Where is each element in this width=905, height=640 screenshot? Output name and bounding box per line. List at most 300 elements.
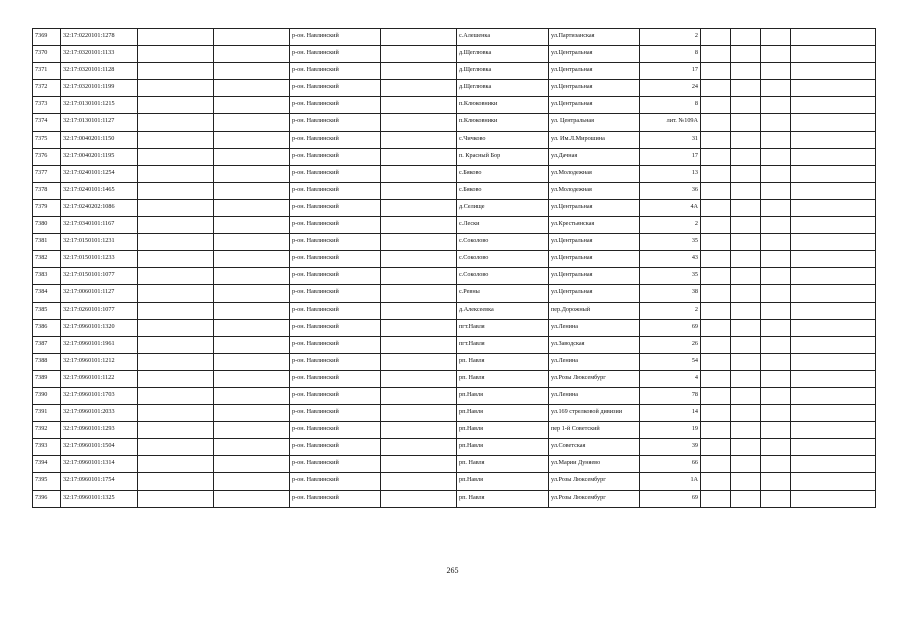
cadastral-number-cell: 32:17:0960101:1320 — [61, 319, 138, 336]
empty-cell — [731, 97, 761, 114]
row-number-cell: 7373 — [33, 97, 61, 114]
empty-cell — [214, 268, 290, 285]
row-number-cell: 7376 — [33, 148, 61, 165]
settlement-cell: д.Алексеевка — [457, 302, 549, 319]
empty-cell — [791, 165, 876, 182]
street-cell: ул.Центральная — [549, 46, 640, 63]
row-number-cell: 7382 — [33, 251, 61, 268]
table-row — [33, 217, 876, 234]
empty-cell — [214, 319, 290, 336]
house-number-cell: 8 — [640, 46, 701, 63]
settlement-cell: с.Соколово — [457, 251, 549, 268]
table-row — [33, 336, 876, 353]
row-number-cell: 7377 — [33, 165, 61, 182]
district-cell: р-он. Навлинский — [290, 490, 381, 507]
settlement-cell: с.Ревны — [457, 285, 549, 302]
table-row — [33, 80, 876, 97]
cadastral-number-cell: 32:17:0130101:1127 — [61, 114, 138, 131]
cadastral-number-cell: 32:17:0240101:1254 — [61, 165, 138, 182]
empty-cell — [701, 199, 731, 216]
empty-cell — [761, 199, 791, 216]
table-row — [33, 439, 876, 456]
empty-cell — [214, 131, 290, 148]
settlement-cell: с.Алешенка — [457, 29, 549, 46]
house-number-cell: 2 — [640, 302, 701, 319]
house-number-cell: 4А — [640, 199, 701, 216]
empty-cell — [381, 473, 457, 490]
empty-cell — [381, 131, 457, 148]
empty-cell — [791, 97, 876, 114]
district-cell: р-он. Навлинский — [290, 285, 381, 302]
table-row — [33, 165, 876, 182]
empty-cell — [214, 456, 290, 473]
empty-cell — [791, 131, 876, 148]
district-cell: р-он. Навлинский — [290, 29, 381, 46]
street-cell: ул.Заводская — [549, 336, 640, 353]
row-number-cell: 7396 — [33, 490, 61, 507]
cadastral-number-cell: 32:17:0320101:1199 — [61, 80, 138, 97]
cadastral-number-cell: 32:17:0960101:1314 — [61, 456, 138, 473]
settlement-cell: рп.Навля — [457, 422, 549, 439]
district-cell: р-он. Навлинский — [290, 353, 381, 370]
empty-cell — [381, 234, 457, 251]
settlement-cell: рп.Навля — [457, 439, 549, 456]
cadastral-number-cell: 32:17:0150101:1077 — [61, 268, 138, 285]
district-cell: р-он. Навлинский — [290, 217, 381, 234]
empty-cell — [214, 165, 290, 182]
empty-cell — [138, 473, 214, 490]
table-row — [33, 353, 876, 370]
empty-cell — [701, 268, 731, 285]
empty-cell — [761, 319, 791, 336]
empty-cell — [731, 251, 761, 268]
cadastral-number-cell: 32:17:0130101:1215 — [61, 97, 138, 114]
empty-cell — [701, 387, 731, 404]
empty-cell — [138, 251, 214, 268]
district-cell: р-он. Навлинский — [290, 131, 381, 148]
empty-cell — [381, 63, 457, 80]
empty-cell — [701, 217, 731, 234]
empty-cell — [214, 217, 290, 234]
row-number-cell: 7370 — [33, 46, 61, 63]
empty-cell — [214, 80, 290, 97]
cadastral-number-cell: 32:17:0040201:1195 — [61, 148, 138, 165]
house-number-cell: 69 — [640, 490, 701, 507]
empty-cell — [791, 353, 876, 370]
house-number-cell: 66 — [640, 456, 701, 473]
street-cell: ул.Партизанская — [549, 29, 640, 46]
empty-cell — [214, 370, 290, 387]
house-number-cell: 39 — [640, 439, 701, 456]
empty-cell — [791, 285, 876, 302]
empty-cell — [791, 114, 876, 131]
empty-cell — [138, 217, 214, 234]
house-number-cell: 2 — [640, 217, 701, 234]
table-row — [33, 46, 876, 63]
empty-cell — [731, 182, 761, 199]
empty-cell — [701, 490, 731, 507]
empty-cell — [138, 182, 214, 199]
empty-cell — [731, 199, 761, 216]
settlement-cell: д.Щеглювка — [457, 63, 549, 80]
empty-cell — [791, 217, 876, 234]
empty-cell — [701, 80, 731, 97]
empty-cell — [138, 370, 214, 387]
house-number-cell: 69 — [640, 319, 701, 336]
settlement-cell: д.Щеглювка — [457, 80, 549, 97]
district-cell: р-он. Навлинский — [290, 405, 381, 422]
empty-cell — [381, 29, 457, 46]
street-cell: пер 1-й Советский — [549, 422, 640, 439]
empty-cell — [701, 114, 731, 131]
district-cell: р-он. Навлинский — [290, 165, 381, 182]
empty-cell — [791, 370, 876, 387]
table-row — [33, 387, 876, 404]
empty-cell — [731, 114, 761, 131]
empty-cell — [731, 422, 761, 439]
empty-cell — [701, 302, 731, 319]
empty-cell — [214, 336, 290, 353]
empty-cell — [701, 336, 731, 353]
empty-cell — [731, 131, 761, 148]
empty-cell — [138, 63, 214, 80]
house-number-cell: 35 — [640, 268, 701, 285]
empty-cell — [381, 353, 457, 370]
empty-cell — [761, 114, 791, 131]
row-number-cell: 7375 — [33, 131, 61, 148]
empty-cell — [761, 302, 791, 319]
empty-cell — [761, 439, 791, 456]
empty-cell — [701, 473, 731, 490]
empty-cell — [731, 336, 761, 353]
district-cell: р-он. Навлинский — [290, 302, 381, 319]
street-cell: ул.Марии Дуняево — [549, 456, 640, 473]
empty-cell — [761, 97, 791, 114]
empty-cell — [138, 199, 214, 216]
empty-cell — [214, 63, 290, 80]
empty-cell — [381, 251, 457, 268]
street-cell: ул.Молодежная — [549, 182, 640, 199]
house-number-cell: 54 — [640, 353, 701, 370]
empty-cell — [138, 165, 214, 182]
table-row — [33, 456, 876, 473]
district-cell: р-он. Навлинский — [290, 114, 381, 131]
street-cell: ул.Ленина — [549, 319, 640, 336]
cadastral-number-cell: 32:17:0150101:1233 — [61, 251, 138, 268]
empty-cell — [381, 114, 457, 131]
empty-cell — [214, 302, 290, 319]
street-cell: пер.Дорожный — [549, 302, 640, 319]
registry-table — [32, 28, 876, 508]
empty-cell — [214, 387, 290, 404]
empty-cell — [214, 353, 290, 370]
district-cell: р-он. Навлинский — [290, 199, 381, 216]
district-cell: р-он. Навлинский — [290, 319, 381, 336]
row-number-cell: 7374 — [33, 114, 61, 131]
empty-cell — [761, 217, 791, 234]
table-row — [33, 490, 876, 507]
empty-cell — [214, 182, 290, 199]
cadastral-number-cell: 32:17:0320101:1133 — [61, 46, 138, 63]
house-number-cell: 26 — [640, 336, 701, 353]
house-number-cell: 78 — [640, 387, 701, 404]
district-cell: р-он. Навлинский — [290, 439, 381, 456]
empty-cell — [138, 439, 214, 456]
table-row — [33, 29, 876, 46]
empty-cell — [761, 46, 791, 63]
empty-cell — [791, 439, 876, 456]
table-row — [33, 148, 876, 165]
empty-cell — [138, 29, 214, 46]
row-number-cell: 7395 — [33, 473, 61, 490]
street-cell: ул.Центральная — [549, 285, 640, 302]
empty-cell — [214, 473, 290, 490]
empty-cell — [381, 199, 457, 216]
house-number-cell: 17 — [640, 148, 701, 165]
empty-cell — [791, 473, 876, 490]
empty-cell — [381, 319, 457, 336]
empty-cell — [381, 165, 457, 182]
house-number-cell: 4 — [640, 370, 701, 387]
empty-cell — [381, 80, 457, 97]
empty-cell — [138, 490, 214, 507]
row-number-cell: 7393 — [33, 439, 61, 456]
street-cell: ул. Центральная — [549, 114, 640, 131]
empty-cell — [214, 422, 290, 439]
empty-cell — [214, 46, 290, 63]
row-number-cell: 7378 — [33, 182, 61, 199]
settlement-cell: с.Лески — [457, 217, 549, 234]
cadastral-number-cell: 32:17:0960101:1122 — [61, 370, 138, 387]
empty-cell — [761, 165, 791, 182]
empty-cell — [138, 46, 214, 63]
empty-cell — [731, 387, 761, 404]
empty-cell — [731, 63, 761, 80]
settlement-cell: с.Чичково — [457, 131, 549, 148]
page-number: 265 — [446, 566, 459, 575]
empty-cell — [701, 370, 731, 387]
empty-cell — [701, 182, 731, 199]
empty-cell — [761, 422, 791, 439]
street-cell: ул.Розы Люксембург — [549, 370, 640, 387]
empty-cell — [701, 131, 731, 148]
empty-cell — [761, 370, 791, 387]
row-number-cell: 7381 — [33, 234, 61, 251]
street-cell: ул.Дачная — [549, 148, 640, 165]
empty-cell — [731, 456, 761, 473]
empty-cell — [214, 97, 290, 114]
table-row — [33, 285, 876, 302]
settlement-cell: рп.Навля — [457, 387, 549, 404]
cadastral-number-cell: 32:17:0040201:1150 — [61, 131, 138, 148]
empty-cell — [138, 353, 214, 370]
district-cell: р-он. Навлинский — [290, 456, 381, 473]
cadastral-number-cell: 32:17:0220101:1278 — [61, 29, 138, 46]
row-number-cell: 7372 — [33, 80, 61, 97]
empty-cell — [701, 251, 731, 268]
table-row — [33, 182, 876, 199]
settlement-cell: рп. Навля — [457, 456, 549, 473]
table-row — [33, 319, 876, 336]
row-number-cell: 7380 — [33, 217, 61, 234]
empty-cell — [791, 63, 876, 80]
district-cell: р-он. Навлинский — [290, 473, 381, 490]
empty-cell — [761, 268, 791, 285]
house-number-cell: 1А — [640, 473, 701, 490]
settlement-cell: д.Щеглювка — [457, 46, 549, 63]
empty-cell — [214, 199, 290, 216]
empty-cell — [731, 234, 761, 251]
street-cell: ул.Ленина — [549, 353, 640, 370]
district-cell: р-он. Навлинский — [290, 182, 381, 199]
empty-cell — [701, 97, 731, 114]
empty-cell — [761, 336, 791, 353]
empty-cell — [761, 251, 791, 268]
table-row — [33, 268, 876, 285]
empty-cell — [381, 405, 457, 422]
cadastral-number-cell: 32:17:0260101:1077 — [61, 302, 138, 319]
row-number-cell: 7369 — [33, 29, 61, 46]
empty-cell — [138, 422, 214, 439]
empty-cell — [731, 268, 761, 285]
settlement-cell: рп. Навля — [457, 490, 549, 507]
empty-cell — [731, 29, 761, 46]
street-cell: ул.Центральная — [549, 199, 640, 216]
empty-cell — [761, 29, 791, 46]
table-row — [33, 234, 876, 251]
empty-cell — [381, 370, 457, 387]
empty-cell — [214, 405, 290, 422]
registry-rows — [33, 29, 876, 508]
empty-cell — [791, 302, 876, 319]
street-cell: ул.Розы Люксембург — [549, 490, 640, 507]
cadastral-number-cell: 32:17:0960101:1212 — [61, 353, 138, 370]
empty-cell — [731, 217, 761, 234]
street-cell: ул.Центральная — [549, 97, 640, 114]
empty-cell — [701, 165, 731, 182]
settlement-cell: п.Клюковники — [457, 114, 549, 131]
empty-cell — [701, 353, 731, 370]
house-number-cell: 2 — [640, 29, 701, 46]
empty-cell — [701, 319, 731, 336]
empty-cell — [731, 46, 761, 63]
empty-cell — [214, 148, 290, 165]
row-number-cell: 7379 — [33, 199, 61, 216]
house-number-cell: 35 — [640, 234, 701, 251]
cadastral-number-cell: 32:17:0960101:1325 — [61, 490, 138, 507]
empty-cell — [214, 490, 290, 507]
cadastral-number-cell: 32:17:0240202:1086 — [61, 199, 138, 216]
street-cell: ул.Розы Люксембург — [549, 473, 640, 490]
empty-cell — [138, 114, 214, 131]
empty-cell — [761, 387, 791, 404]
district-cell: р-он. Навлинский — [290, 422, 381, 439]
empty-cell — [791, 422, 876, 439]
table-row — [33, 302, 876, 319]
street-cell: ул.Центральная — [549, 251, 640, 268]
empty-cell — [731, 473, 761, 490]
street-cell: ул.Центральная — [549, 80, 640, 97]
row-number-cell: 7385 — [33, 302, 61, 319]
empty-cell — [791, 182, 876, 199]
row-number-cell: 7390 — [33, 387, 61, 404]
settlement-cell: рп. Навля — [457, 353, 549, 370]
empty-cell — [701, 456, 731, 473]
district-cell: р-он. Навлинский — [290, 251, 381, 268]
settlement-cell: пгт.Навля — [457, 319, 549, 336]
settlement-cell: пгт.Навля — [457, 336, 549, 353]
house-number-cell: лит. №109А — [640, 114, 701, 131]
district-cell: р-он. Навлинский — [290, 148, 381, 165]
house-number-cell: 8 — [640, 97, 701, 114]
empty-cell — [381, 148, 457, 165]
row-number-cell: 7391 — [33, 405, 61, 422]
empty-cell — [731, 370, 761, 387]
empty-cell — [214, 251, 290, 268]
district-cell: р-он. Навлинский — [290, 336, 381, 353]
cadastral-number-cell: 32:17:0960101:1961 — [61, 336, 138, 353]
district-cell: р-он. Навлинский — [290, 234, 381, 251]
empty-cell — [381, 439, 457, 456]
empty-cell — [791, 199, 876, 216]
district-cell: р-он. Навлинский — [290, 80, 381, 97]
empty-cell — [761, 131, 791, 148]
house-number-cell: 36 — [640, 182, 701, 199]
empty-cell — [214, 234, 290, 251]
district-cell: р-он. Навлинский — [290, 370, 381, 387]
house-number-cell: 38 — [640, 285, 701, 302]
row-number-cell: 7383 — [33, 268, 61, 285]
empty-cell — [381, 97, 457, 114]
street-cell: ул.Советская — [549, 439, 640, 456]
street-cell: ул.Центральная — [549, 268, 640, 285]
settlement-cell: п.Клюковники — [457, 97, 549, 114]
cadastral-number-cell: 32:17:0060101:1127 — [61, 285, 138, 302]
empty-cell — [138, 80, 214, 97]
empty-cell — [214, 29, 290, 46]
settlement-cell: с.Соколово — [457, 234, 549, 251]
cadastral-number-cell: 32:17:0320101:1128 — [61, 63, 138, 80]
empty-cell — [761, 148, 791, 165]
empty-cell — [381, 217, 457, 234]
empty-cell — [381, 302, 457, 319]
empty-cell — [731, 148, 761, 165]
empty-cell — [138, 97, 214, 114]
empty-cell — [214, 114, 290, 131]
empty-cell — [701, 234, 731, 251]
empty-cell — [701, 46, 731, 63]
settlement-cell: рп. Навля — [457, 370, 549, 387]
row-number-cell: 7392 — [33, 422, 61, 439]
settlement-cell: рп.Навля — [457, 405, 549, 422]
empty-cell — [791, 46, 876, 63]
empty-cell — [138, 234, 214, 251]
district-cell: р-он. Навлинский — [290, 268, 381, 285]
street-cell: ул.Центральная — [549, 234, 640, 251]
table-row — [33, 405, 876, 422]
empty-cell — [701, 439, 731, 456]
table-row — [33, 251, 876, 268]
cadastral-number-cell: 32:17:0960101:1703 — [61, 387, 138, 404]
empty-cell — [731, 439, 761, 456]
empty-cell — [381, 422, 457, 439]
empty-cell — [761, 405, 791, 422]
table-row — [33, 370, 876, 387]
district-cell: р-он. Навлинский — [290, 387, 381, 404]
empty-cell — [731, 490, 761, 507]
table-row — [33, 97, 876, 114]
cadastral-number-cell: 32:17:0960101:2033 — [61, 405, 138, 422]
